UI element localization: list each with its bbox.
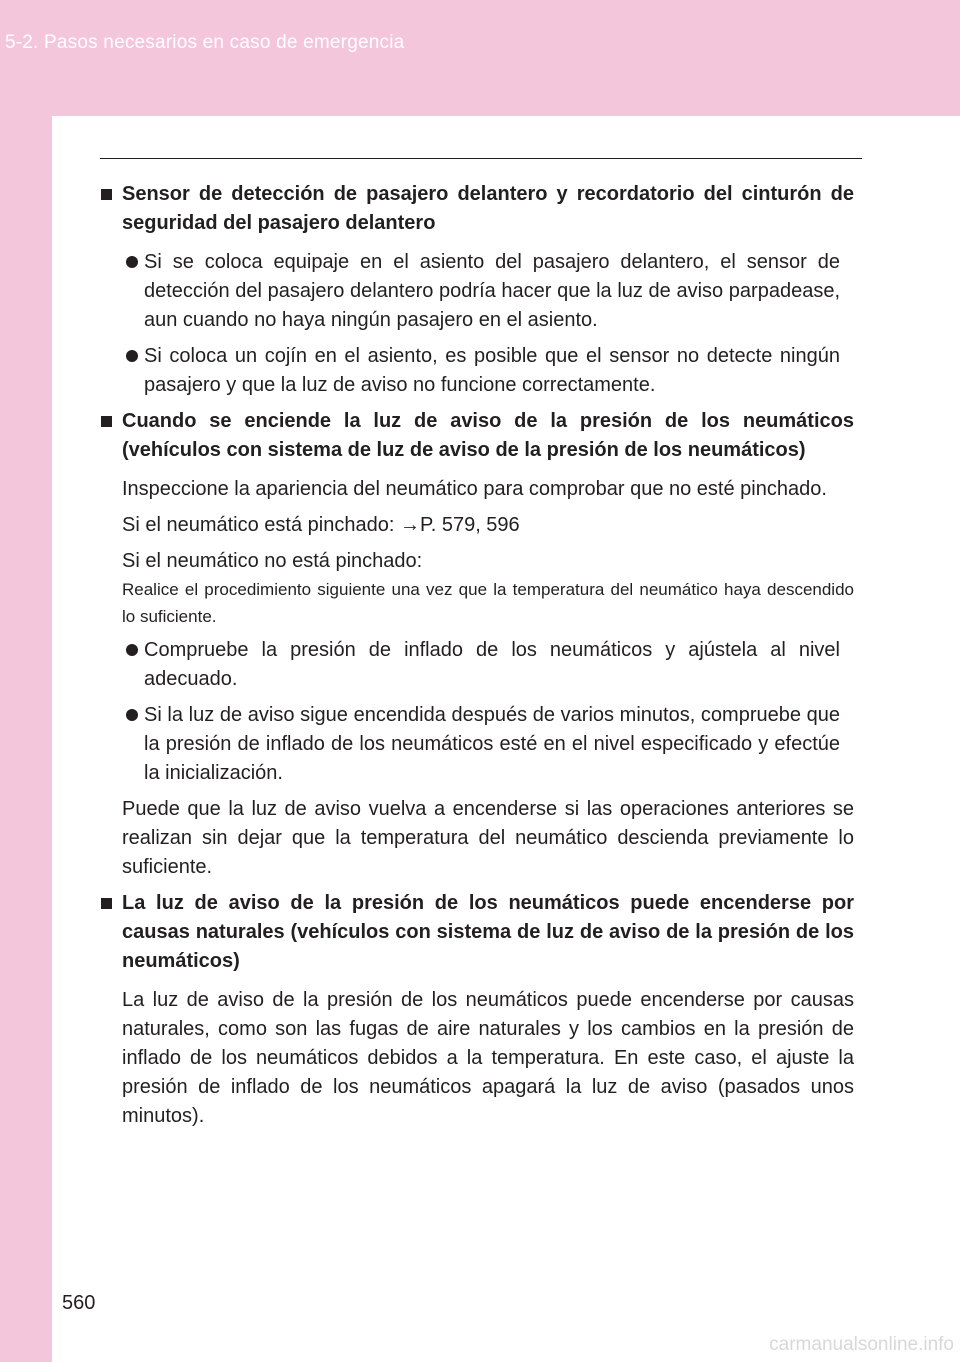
list-item: [100, 248, 854, 335]
note-text: Realice el procedimiento siguiente una vez que la temperatura del neumático haya descendido lo suficiente.: [122, 580, 854, 626]
list-item-text: Si coloca un cojín en el asiento, es posible que el sensor no detecte ningún pasajero y que la luz de aviso no funcione correctamente.: [144, 345, 840, 396]
paragraph: Si el neumático no está pinchado:: [122, 550, 423, 572]
list-item-text: Compruebe la presión de inflado de los neumáticos y ajústela al nivel adecuado.: [144, 639, 840, 690]
heading-text: La luz de aviso de la presión de los neumáticos puede encenderse por causas naturales (vehículos con sistema de luz de aviso de la presión de los neumáticos): [122, 892, 854, 972]
page-content: [100, 180, 854, 1138]
section-title: 5-2. Pasos necesarios en caso de emergencia: [5, 32, 405, 53]
section-heading: [100, 889, 854, 976]
list-item: [100, 701, 854, 788]
header-band: [0, 0, 960, 116]
heading-text: Cuando se enciende la luz de aviso de la presión de los neumáticos (vehículos con sistema de luz de aviso de la presión de los neumáticos): [122, 410, 854, 461]
list-item: [100, 636, 854, 694]
list-item-text: Si se coloca equipaje en el asiento del pasajero delantero, el sensor de detección del pasajero delantero podría hacer que la luz de aviso parpadease, aun cuando no haya ningún pasajero en el asiento.: [144, 251, 840, 331]
round-bullet-icon: [126, 350, 138, 362]
square-bullet-icon: [101, 898, 112, 909]
list-item: [100, 342, 854, 400]
watermark-logo: carmanualsonline.info: [769, 1334, 954, 1355]
page-number: 560: [62, 1292, 96, 1314]
section-heading: [100, 407, 854, 465]
paragraph: La luz de aviso de la presión de los neumáticos puede encenderse por causas naturales, como son las fugas de aire naturales y los cambios en la presión de inflado de los neumáticos debidos a la temperatura. En este caso, el ajuste la presión de inflado de los neumáticos apagará la luz de aviso (pasados unos minutos).: [122, 989, 854, 1127]
list-item-text: Si la luz de aviso sigue encendida después de varios minutos, compruebe que la presión de inflado de los neumáticos esté en el nivel especificado y efectúe la inicialización.: [144, 704, 840, 784]
heading-text: Sensor de detección de pasajero delantero y recordatorio del cinturón de seguridad del pasajero delantero: [122, 183, 854, 234]
section-heading: [100, 180, 854, 238]
paragraph: Inspeccione la apariencia del neumático para comprobar que no esté pinchado.: [122, 478, 827, 500]
round-bullet-icon: [126, 709, 138, 721]
paragraph: Si el neumático está pinchado: →P. 579, 596: [122, 514, 520, 536]
divider: [100, 158, 862, 159]
paragraph: Puede que la luz de aviso vuelva a encenderse si las operaciones anteriores se realizan sin dejar que la temperatura del neumático descienda previamente lo suficiente.: [122, 798, 854, 878]
square-bullet-icon: [101, 416, 112, 427]
round-bullet-icon: [126, 256, 138, 268]
round-bullet-icon: [126, 644, 138, 656]
side-strip: [0, 116, 52, 1362]
square-bullet-icon: [101, 189, 112, 200]
